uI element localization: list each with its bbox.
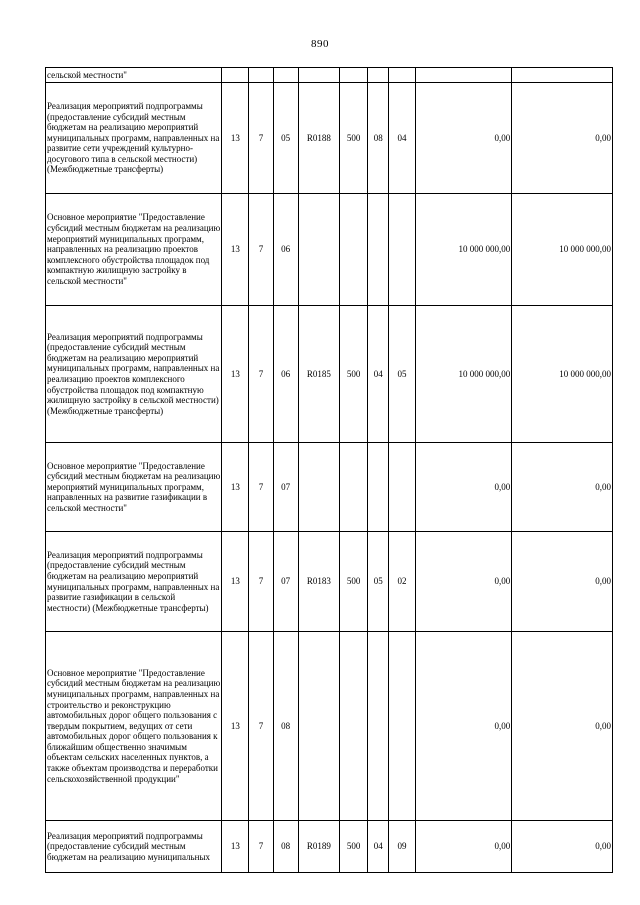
cell-code-4 [298, 632, 339, 821]
cell-code-4: R0185 [298, 306, 339, 443]
cell-value-2: 0,00 [512, 821, 613, 873]
row-description: Основное мероприятие "Предоставление субсидий местным бюджетам на реализацию муниципальных программ, направленных на строительство и реконструкцию автомобильных дорог общего пользования с твердым покрытием, ведущих от сети автомобильных дорог общего пользования к ближайшим общественно значимым объектам сельских населенных пунктов, а также объектам производства и переработки сельскохозяйственной продукции" [46, 632, 222, 821]
cell-code-7 [389, 194, 415, 306]
cell-code-4 [298, 443, 339, 532]
cell-code-3: 05 [273, 83, 298, 194]
table-body [46, 68, 613, 873]
cell-code-2: 7 [249, 194, 273, 306]
cell-code-7 [389, 632, 415, 821]
cell-code-5: 500 [340, 821, 368, 873]
cell-code-5 [340, 194, 368, 306]
cell-code-2: 7 [249, 443, 273, 532]
cell-value-1: 0,00 [415, 83, 512, 194]
cell-code-7: 02 [389, 532, 415, 632]
cell-code-3: 08 [273, 632, 298, 821]
cell-code-3: 06 [273, 306, 298, 443]
cell-code-1: 13 [222, 532, 249, 632]
cell-value-2: 10 000 000,00 [512, 306, 613, 443]
cell-code-7 [389, 68, 415, 83]
cell-code-6: 04 [368, 306, 389, 443]
cell-code-5 [340, 443, 368, 532]
cell-code-5 [340, 632, 368, 821]
cell-code-6 [368, 632, 389, 821]
cell-value-1: 10 000 000,00 [415, 306, 512, 443]
table-row [46, 532, 613, 632]
table-row [46, 306, 613, 443]
cell-value-1: 0,00 [415, 443, 512, 532]
cell-code-1: 13 [222, 83, 249, 194]
cell-value-1: 0,00 [415, 532, 512, 632]
row-description: Реализация мероприятий подпрограммы (предоставление субсидий местным бюджетам на реализацию мероприятий муниципальных программ, направленных на развитие газификации в сельской местности) (Межбюджетные трансферты) [46, 532, 222, 632]
cell-code-1: 13 [222, 632, 249, 821]
cell-code-6: 04 [368, 821, 389, 873]
cell-code-3 [273, 68, 298, 83]
cell-code-2: 7 [249, 306, 273, 443]
cell-code-1: 13 [222, 443, 249, 532]
cell-value-2: 10 000 000,00 [512, 194, 613, 306]
cell-code-1: 13 [222, 821, 249, 873]
cell-value-2 [512, 68, 613, 83]
table-row [46, 83, 613, 194]
cell-code-3: 06 [273, 194, 298, 306]
table-row [46, 194, 613, 306]
cell-code-1: 13 [222, 306, 249, 443]
cell-value-1 [415, 68, 512, 83]
cell-code-6 [368, 443, 389, 532]
cell-code-2: 7 [249, 821, 273, 873]
cell-code-1: 13 [222, 194, 249, 306]
table-row [46, 443, 613, 532]
cell-code-3: 07 [273, 443, 298, 532]
table-row [46, 821, 613, 873]
cell-code-7: 04 [389, 83, 415, 194]
cell-code-6: 05 [368, 532, 389, 632]
cell-value-2: 0,00 [512, 83, 613, 194]
row-description: Основное мероприятие "Предоставление субсидий местным бюджетам на реализацию мероприятий муниципальных программ, направленных на реализацию проектов комплексного обустройства площадок под компактную жилищную застройку в сельской местности" [46, 194, 222, 306]
cell-code-4 [298, 68, 339, 83]
cell-code-6 [368, 194, 389, 306]
page-number: 890 [311, 38, 329, 50]
cell-code-7: 09 [389, 821, 415, 873]
cell-code-5 [340, 68, 368, 83]
cell-code-6 [368, 68, 389, 83]
row-description: сельской местности" [46, 68, 222, 83]
row-description: Реализация мероприятий подпрограммы (предоставление субсидий местным бюджетам на реализацию мероприятий муниципальных программ, направленных на развитие сети учреждений культурно-досугового типа в сельской местности) (Межбюджетные трансферты) [46, 83, 222, 194]
cell-code-2: 7 [249, 632, 273, 821]
cell-code-5: 500 [340, 83, 368, 194]
cell-code-4: R0189 [298, 821, 339, 873]
row-description: Основное мероприятие "Предоставление субсидий местным бюджетам на реализацию мероприятий муниципальных программ, направленных на развитие газификации в сельской местности" [46, 443, 222, 532]
cell-code-2: 7 [249, 532, 273, 632]
cell-code-2: 7 [249, 83, 273, 194]
row-description: Реализация мероприятий подпрограммы (предоставление субсидий местным бюджетам на реализацию муниципальных [46, 821, 222, 873]
cell-value-1: 10 000 000,00 [415, 194, 512, 306]
cell-code-3: 08 [273, 821, 298, 873]
cell-value-1: 0,00 [415, 821, 512, 873]
cell-code-3: 07 [273, 532, 298, 632]
cell-code-1 [222, 68, 249, 83]
cell-code-4 [298, 194, 339, 306]
row-description: Реализация мероприятий подпрограммы (предоставление субсидий местным бюджетам на реализацию мероприятий муниципальных программ, направленных на реализацию проектов комплексного обустройства площадок под компактную жилищную застройку в сельской местности) (Межбюджетные трансферты) [46, 306, 222, 443]
cell-code-4: R0183 [298, 532, 339, 632]
cell-code-2 [249, 68, 273, 83]
cell-value-1: 0,00 [415, 632, 512, 821]
cell-code-4: R0188 [298, 83, 339, 194]
table-row [46, 632, 613, 821]
budget-table [45, 67, 613, 873]
cell-code-7: 05 [389, 306, 415, 443]
cell-code-5: 500 [340, 532, 368, 632]
table-row [46, 68, 613, 83]
cell-value-2: 0,00 [512, 632, 613, 821]
cell-code-7 [389, 443, 415, 532]
cell-code-6: 08 [368, 83, 389, 194]
cell-code-5: 500 [340, 306, 368, 443]
cell-value-2: 0,00 [512, 443, 613, 532]
cell-value-2: 0,00 [512, 532, 613, 632]
